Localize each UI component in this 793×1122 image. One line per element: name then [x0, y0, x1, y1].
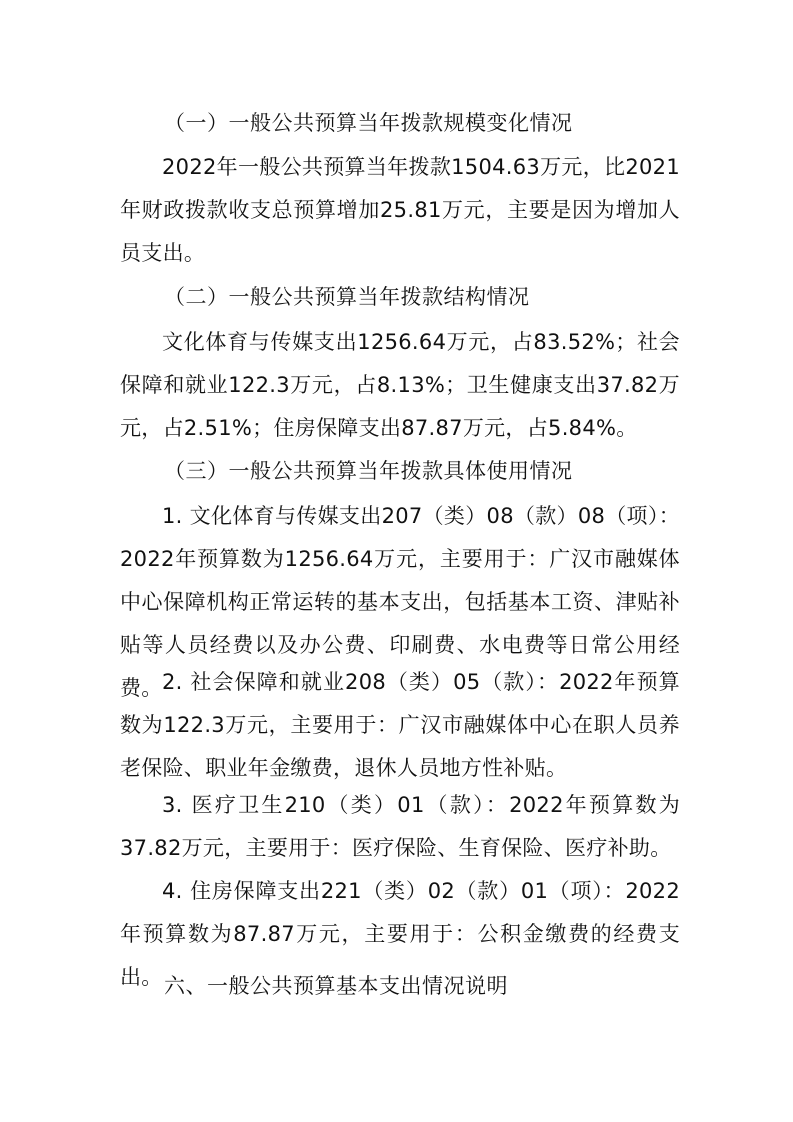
paragraph-scale-change: 2022年一般公共预算当年拨款1504.63万元，比2021年财政拨款收支总预算增加25.81万元，主要是因为增加人员支出。	[120, 155, 680, 265]
usage-item-social-security: 2. 社会保障和就业208（类）05（款）：2022年预算数为122.3万元，主要用于：广汉市融媒体中心在职人员养老保险、职业年金缴费，退休人员地方性补贴。	[120, 670, 680, 780]
usage-item-culture-media: 1. 文化体育与传媒支出207（类）08（款）08（项）：2022年预算数为1256.64万元，主要用于：广汉市融媒体中心保障机构正常运转的基本支出，包括基本工资、津贴补贴等人员经费以及办公费、印刷费、水电费等日常公用经费。	[120, 504, 680, 700]
section-heading-basic-expenditure: 六、一般公共预算基本支出情况说明	[164, 974, 508, 998]
section-heading-structure: （二）一般公共预算当年拨款结构情况	[164, 285, 530, 309]
paragraph-structure: 文化体育与传媒支出1256.64万元，占83.52%；社会保障和就业122.3万元，占8.13%；卫生健康支出37.82万元，占2.51%；住房保障支出87.87万元，占5.84%。	[120, 330, 680, 440]
section-heading-scale-change: （一）一般公共预算当年拨款规模变化情况	[164, 111, 573, 135]
usage-item-healthcare: 3. 医疗卫生210（类）01（款）：2022年预算数为37.82万元，主要用于：医疗保险、生育保险、医疗补助。	[120, 793, 680, 860]
section-heading-usage: （三）一般公共预算当年拨款具体使用情况	[164, 459, 573, 483]
usage-item-housing: 4. 住房保障支出221（类）02（款）01（项）：2022年预算数为87.87万元，主要用于：公积金缴费的经费支出。	[120, 879, 680, 989]
